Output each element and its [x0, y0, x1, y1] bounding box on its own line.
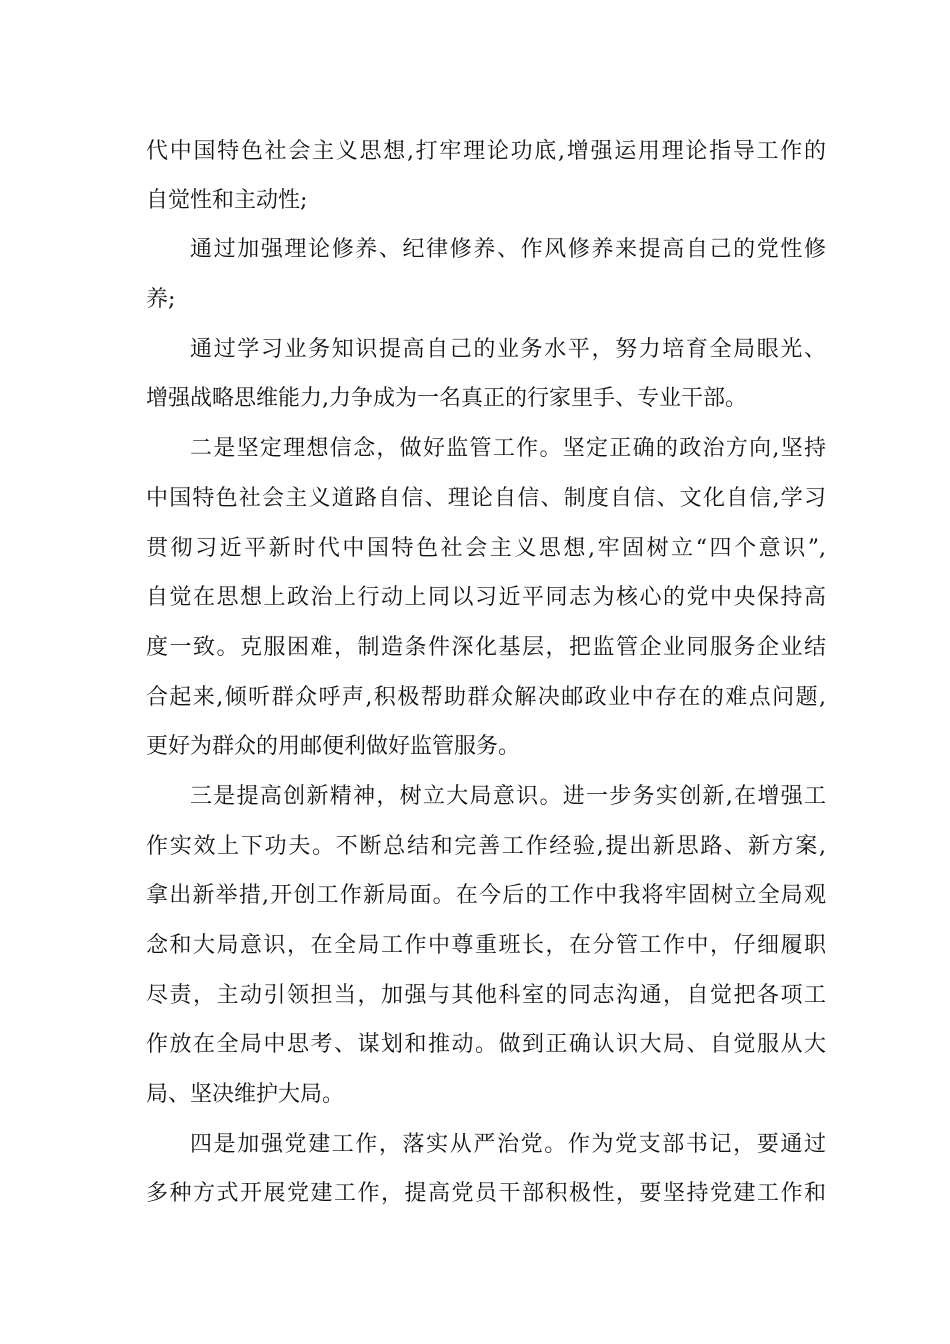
text-line: 养; [146, 287, 176, 312]
text-line: 度一致。克服困难，制造条件深化基层，把监管企业同服务企业结 [146, 635, 826, 660]
text-line: 多种方式开展党建工作，提高党员干部积极性，要坚持党建工作和 [146, 1181, 826, 1206]
text-line: 作实效上下功夫。不断总结和完善工作经验,提出新思路、新方案, [146, 834, 826, 859]
text-line: 自觉在思想上政治上行动上同以习近平同志为核心的党中央保持高 [146, 585, 826, 610]
text-line: 局、坚决维护大局。 [146, 1082, 345, 1107]
text-line: 代中国特色社会主义思想,打牢理论功底,增强运用理论指导工作的 [146, 139, 826, 164]
text-line: 中国特色社会主义道路自信、理论自信、制度自信、文化自信,学习 [146, 486, 826, 511]
text-line: 作放在全局中思考、谋划和推动。做到正确认识大局、自觉服从大 [146, 1032, 826, 1057]
text-line: 尽责，主动引领担当，加强与其他科室的同志沟通，自觉把各项工 [146, 983, 826, 1008]
text-line: 贯彻习近平新时代中国特色社会主义思想,牢固树立“四个意识”, [146, 536, 826, 561]
paragraph-start-line: 二是坚定理想信念，做好监管工作。坚定正确的政治方向,坚持 [190, 436, 826, 461]
text-line: 自觉性和主动性; [146, 188, 308, 213]
paragraph-start-line: 三是提高创新精神，树立大局意识。进一步务实创新,在增强工 [190, 784, 826, 809]
paragraph-start-line: 四是加强党建工作，落实从严治党。作为党支部书记，要通过 [190, 1132, 826, 1157]
text-line: 合起来,倾听群众呼声,积极帮助群众解决邮政业中存在的难点问题, [146, 685, 826, 710]
text-line: 念和大局意识，在全局工作中尊重班长，在分管工作中，仔细履职 [146, 933, 826, 958]
paragraph-start-line: 通过加强理论修养、纪律修养、作风修养来提高自己的党性修 [190, 237, 826, 262]
text-line: 拿出新举措,开创工作新局面。在今后的工作中我将牢固树立全局观 [146, 883, 826, 908]
text-line: 增强战略思维能力,力争成为一名真正的行家里手、专业干部。 [146, 386, 747, 411]
paragraph-start-line: 通过学习业务知识提高自己的业务水平，努力培育全局眼光、 [190, 337, 826, 362]
text-line: 更好为群众的用邮便利做好监管服务。 [146, 734, 521, 759]
